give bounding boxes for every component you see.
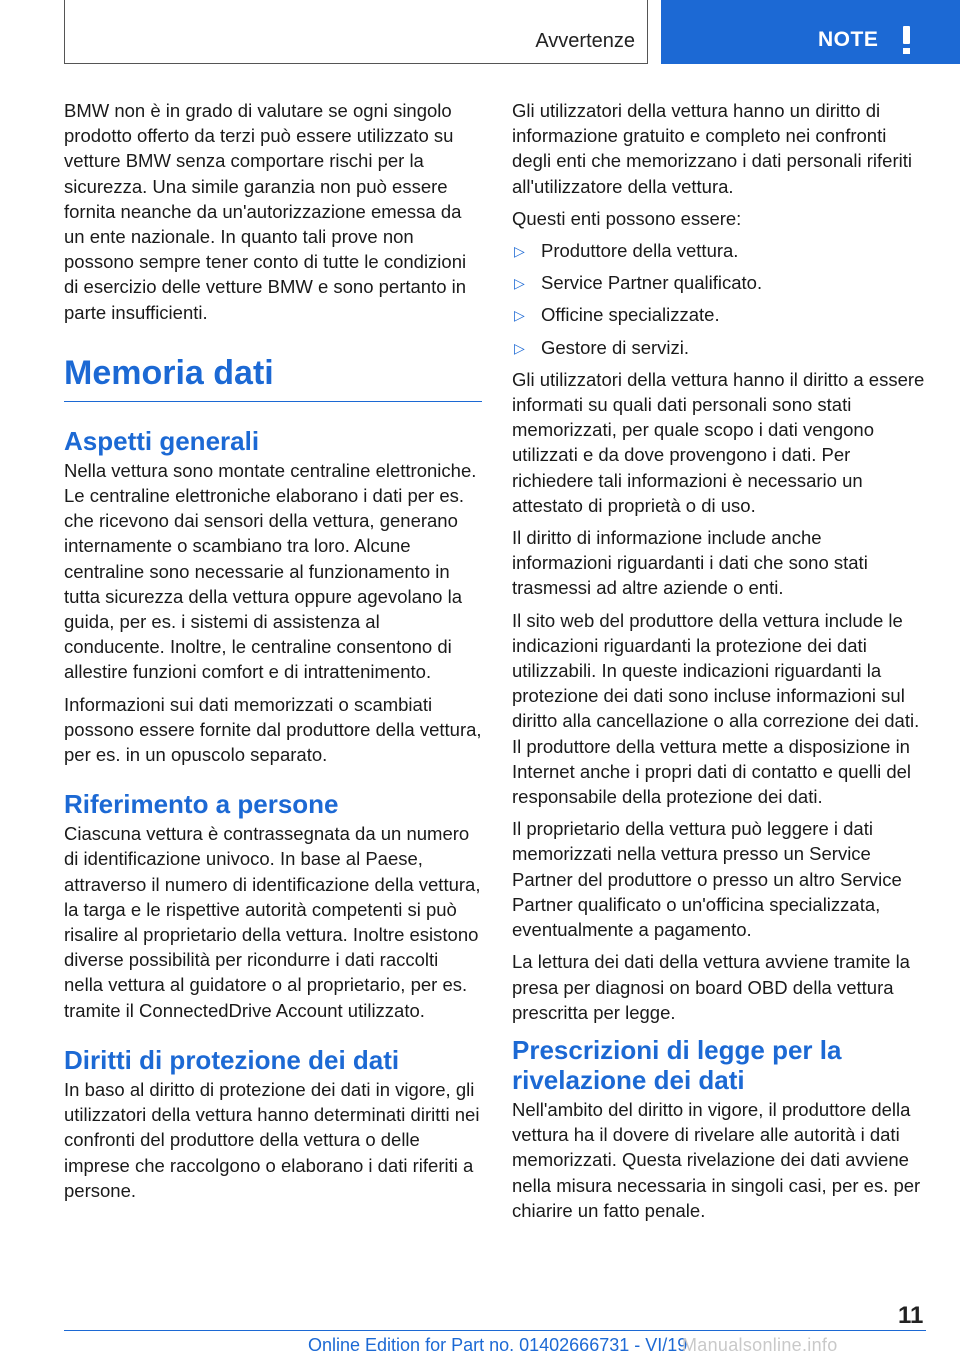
general-paragraph-2: Informazioni sui dati memorizzati o scambiati possono essere fornite dal produttore della vettura, per es. in un opuscolo separato. [64,693,482,766]
note-label: NOTE [818,28,879,51]
heading-law: Prescrizioni di legge per la rivelazione dei dati [512,1034,842,1095]
law-paragraph: Nell'ambito del diritto in vigore, il produttore della vettura ha il dovere di rivelare alle autorità i dati memorizzati. Questa rivelazione dei dati avviene nella misura necessaria in singoli casi, per es. per chiarire un fatto penale. [512,1098,921,1221]
info-paragraph-2: Gli utilizzatori della vettura hanno il diritto a essere informati su quali dati personali sono stati memorizzati, per quale scopo i dati vengono utilizzati e da dove provengono i dati. Per richiedere tali informazioni è necessario un attestato di proprietà o di uso. [512,368,925,516]
section-heading: Memoria dati [64,353,482,402]
watermark: Manualsonline.info [682,1335,838,1355]
page-number: 11 [898,1302,924,1329]
list-item: ▷ Produttore della vettura. [512,238,926,263]
entity-list [512,238,926,360]
triangle-bullet-icon: ▷ [514,243,525,260]
triangle-bullet-icon: ▷ [514,307,525,324]
triangle-bullet-icon: ▷ [514,275,525,292]
intro-paragraph: BMW non è in grado di valutare se ogni singolo prodotto offerto da terzi può essere utilizzato su vetture BMW senza comportare rischi per la sicurezza. Una simile garanzia non può essere fornita neanche da un'autorizzazione emessa da un ente nazionale. In quanto tali prove non possono sempre tener conto di tutte le condizioni di esercizio delle vetture BMW e sono pertanto in parte insufficienti. [64,100,467,323]
edition-text: Online Edition for Part no. 01402666731 - VI/19 [308,1335,688,1355]
list-item: ▷ Officine specializzate. [512,302,926,327]
triangle-bullet-icon: ▷ [514,339,525,356]
info-paragraph-6: La lettura dei dati della vettura avviene tramite la presa per diagnosi on board OBD della vettura prescritta per legge. [512,951,910,1023]
footer-divider [64,1330,926,1331]
info-paragraph-5: Il proprietario della vettura può leggere i dati memorizzati nella vettura presso un Service Partner del produttore o presso un altro Service Partner qualificato o un'officina specializzata, eventualmente a pagamento. [512,818,902,941]
persons-paragraph: Ciascuna vettura è contrassegnata da un numero di identificazione univoco. In base al Paese, attraverso il numero di identificazione della vettura, la targa e le rispettive autorità competenti si può risalire al proprietario della vettura. Inoltre esistono diverse possibilità per ricondurre i dati raccolti nella vettura al guidatore o al proprietario, per es. tramite il ConnectedDrive Account utilizzato. [64,823,481,1021]
heading-protection: Diritti di protezione dei dati [64,1044,400,1075]
list-item: ▷ Gestore di servizi. [512,335,926,360]
heading-persons: Riferimento a persone [64,789,339,820]
info-paragraph-1: Gli utilizzatori della vettura hanno un diritto di informazione gratuito e completo nei confronti degli enti che memorizzano i dati personali riferiti all'utilizzatore della vettura. [512,100,912,197]
list-intro: Questi enti possono essere: [512,207,742,229]
info-paragraph-4: Il sito web del produttore della vettura include le indicazioni riguardanti la protezione dei dati utilizzabili. In queste indicazioni riguardanti la protezione dei dati sono incluse informazioni sul diritto alla cancellazione o alla correzione dei dati. Il produttore della vettura mette a disposizione in Internet anche i propri dati di contatto e quelli del responsabile della protezione dei dati. [512,609,920,808]
info-paragraph-3: Il diritto di informazione include anche informazioni riguardanti i dati che sono stati trasmessi ad altre aziende o enti. [512,527,868,599]
protection-paragraph: In baso al diritto di protezione dei dati in vigore, gli utilizzatori della vettura hanno determinati diritti nei confronti del produttore della vettura o delle imprese che raccolgono o elaborano i dati riferiti a persone. [64,1078,480,1201]
section-title: Avvertenze [535,30,635,52]
header-section-box [64,0,648,64]
heading-general: Aspetti generali [64,425,260,456]
left-column [64,98,482,1210]
right-column [512,98,926,1230]
general-paragraph-1: Nella vettura sono montate centraline elettroniche. Le centraline elettroniche elaborano i dati per es. che ricevono dai sensori della vettura, generano internamente o scambiano tra loro. Alcune centraline sono necessarie al funzionamento in tutta sicurezza della vettura oppure agevolano la guida, per es. i sistemi di assistenza al conducente. Inoltre, le centraline consentono di allestire funzioni comfort e di intrattenimento. [64,459,477,683]
note-tab [661,0,960,64]
list-item: ▷ Service Partner qualificato. [512,270,926,295]
exclamation-icon [897,26,915,54]
